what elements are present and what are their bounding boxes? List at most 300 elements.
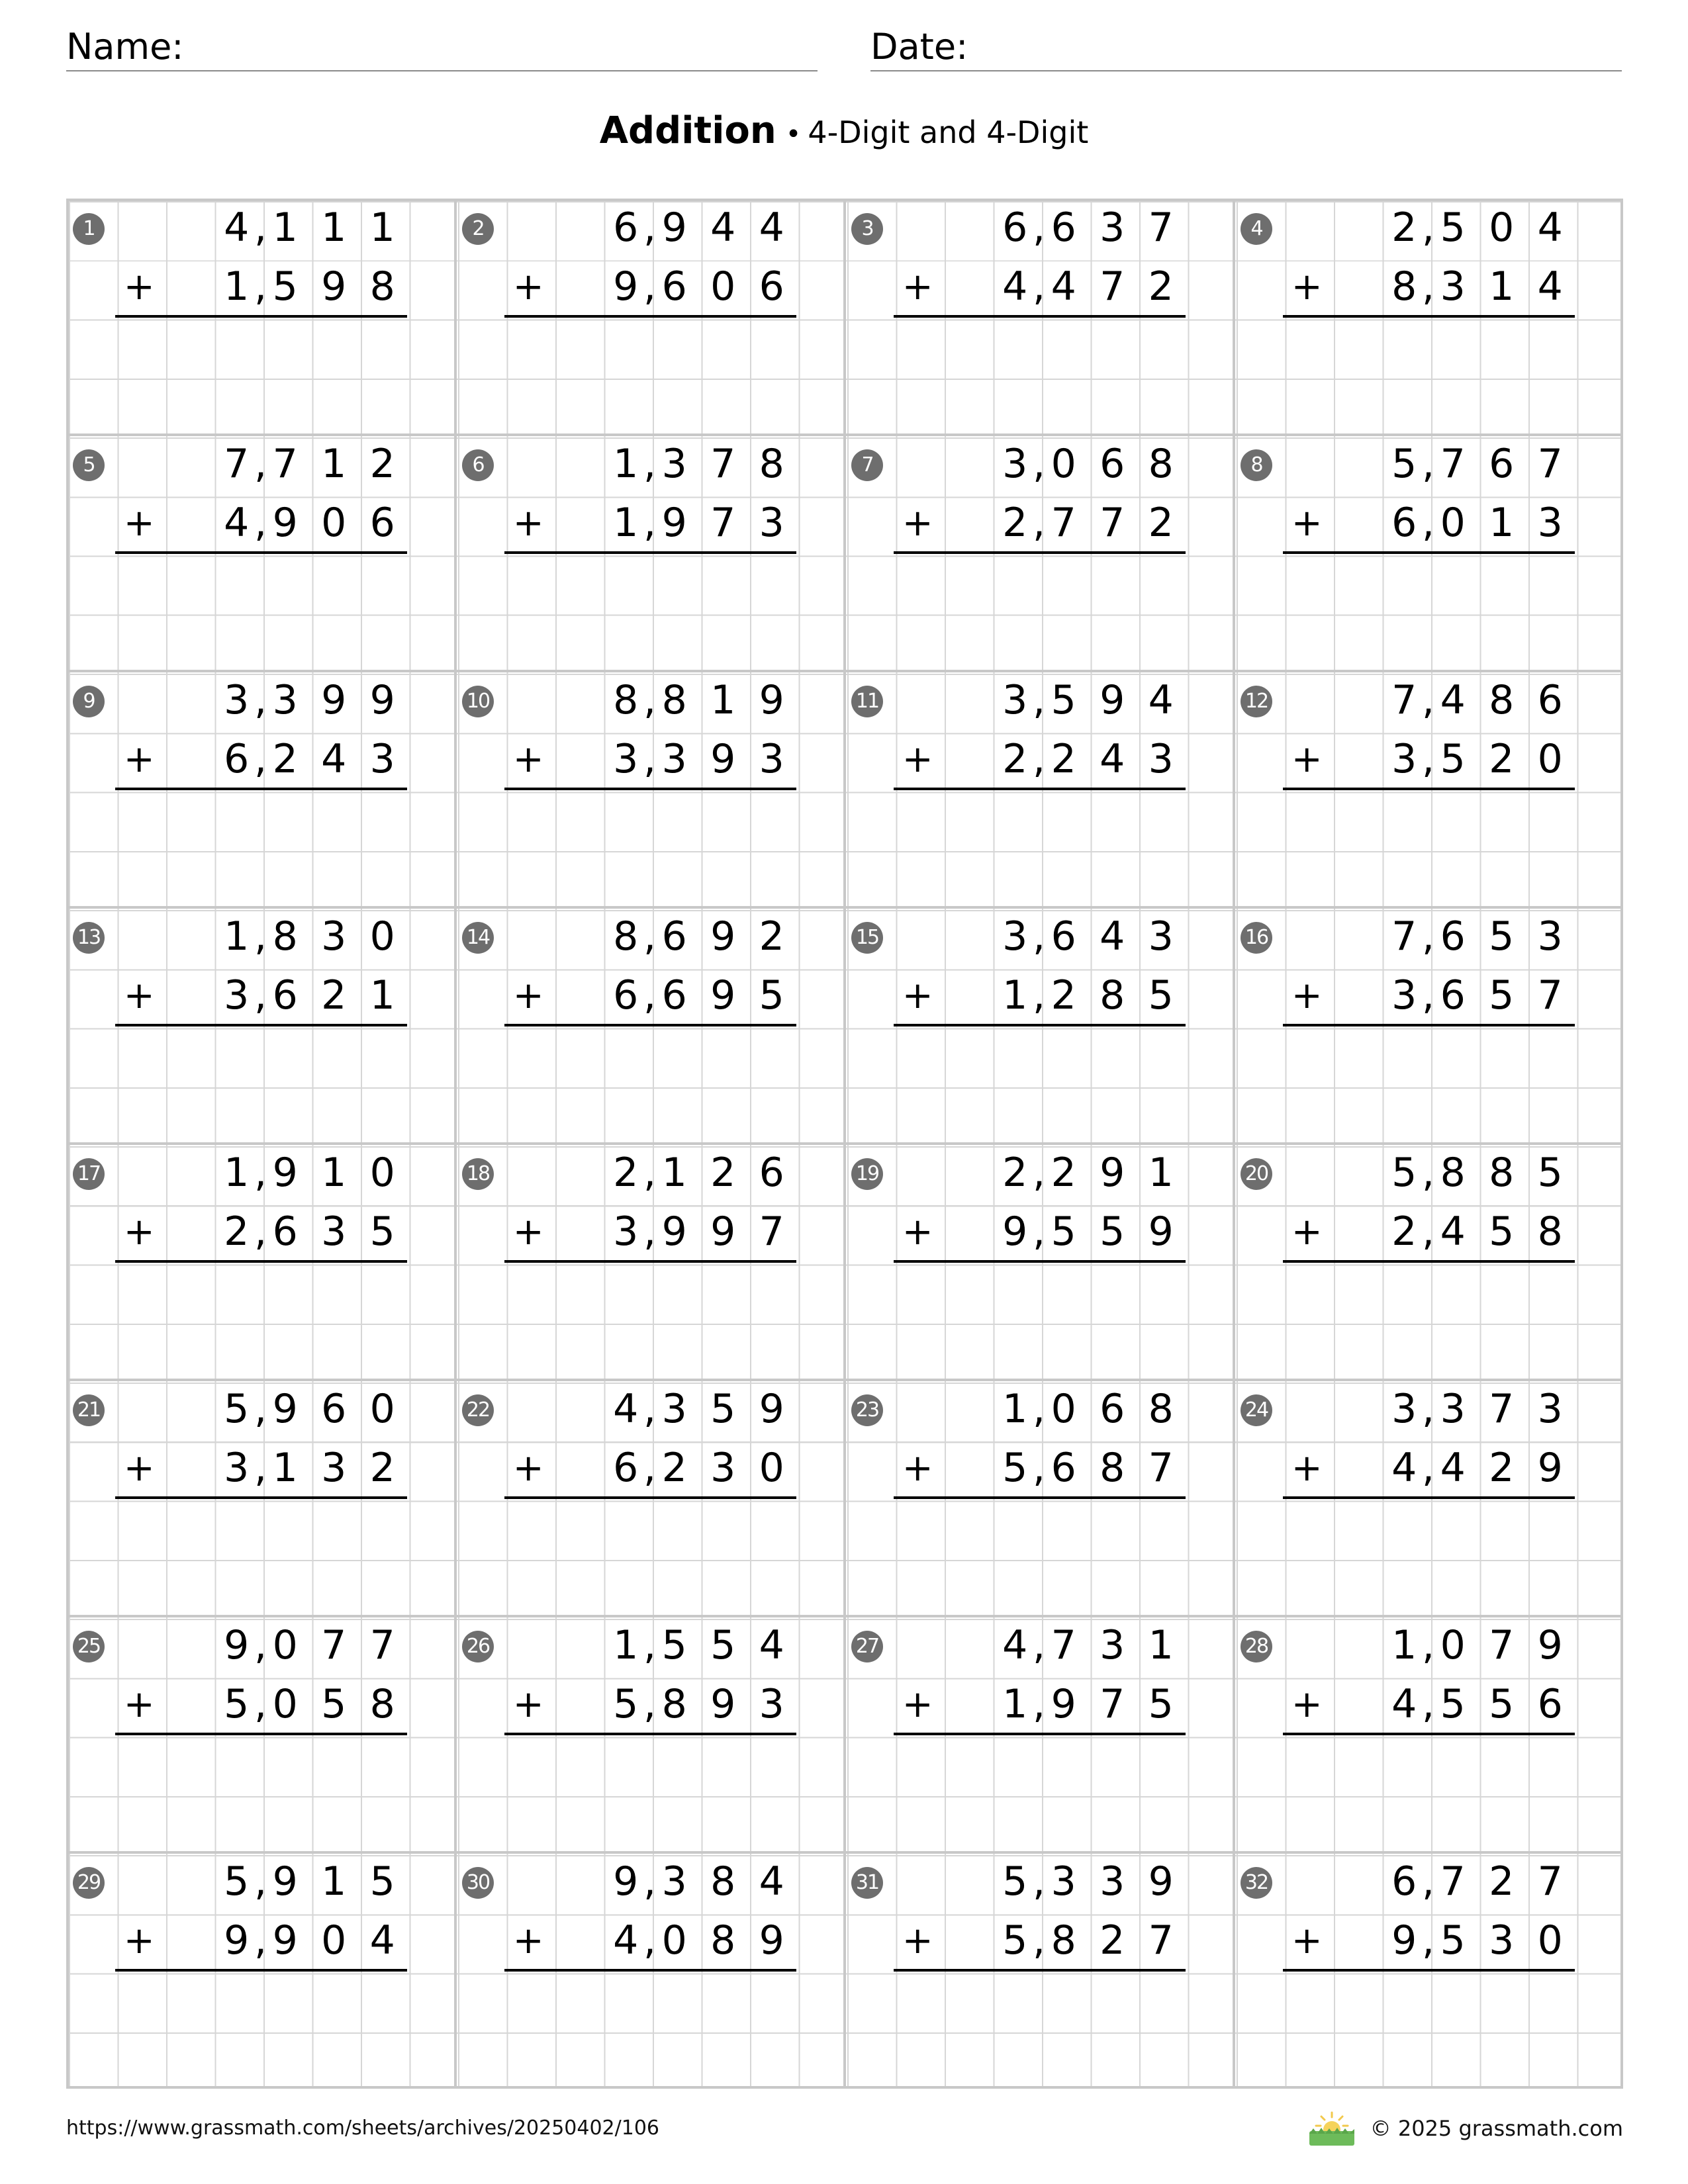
digit: 2 [1002, 1150, 1028, 1196]
answer-space[interactable] [1283, 319, 1575, 432]
answer-line [894, 1496, 1186, 1499]
digit: 4 [710, 205, 736, 251]
digit: 1 [321, 1150, 347, 1196]
answer-space[interactable] [504, 1737, 796, 1849]
addend-bottom [991, 730, 1186, 789]
addend-bottom [991, 257, 1186, 316]
addend-bottom [602, 1439, 796, 1498]
addend-bottom [212, 257, 407, 316]
digit: 4 [1537, 263, 1563, 310]
problem-7[interactable] [845, 435, 1234, 671]
digit: 4 [613, 1386, 639, 1432]
thousands-separator: , [1032, 736, 1046, 783]
digit: 3 [1100, 205, 1125, 251]
digit: 5 [1489, 972, 1515, 1019]
digit: 9 [759, 1386, 784, 1432]
thousands-separator: , [254, 1917, 267, 1964]
digit: 5 [1391, 441, 1417, 487]
problem-2[interactable] [455, 199, 845, 435]
digit: 3 [1148, 736, 1174, 783]
problem-31[interactable] [845, 1852, 1234, 2089]
digit: 3 [1391, 972, 1417, 1019]
digit: 1 [1002, 972, 1028, 1019]
answer-space[interactable] [1283, 1737, 1575, 1849]
footer-brand [1305, 2110, 1623, 2147]
digit: 6 [1051, 205, 1076, 251]
answer-space[interactable] [504, 1500, 796, 1613]
digit: 3 [661, 1858, 687, 1905]
problem-number-badge: 12 [1241, 686, 1272, 717]
answer-space[interactable] [1283, 792, 1575, 904]
plus-sign: + [512, 1447, 544, 1490]
addend-bottom [602, 1203, 796, 1261]
thousands-separator: , [643, 441, 657, 487]
problem-27[interactable] [845, 1616, 1234, 1852]
digit: 9 [272, 1150, 298, 1196]
digit: 0 [1489, 205, 1515, 251]
digit: 4 [1100, 913, 1125, 960]
problem-12[interactable] [1234, 671, 1623, 907]
digit: 6 [1489, 441, 1515, 487]
digit: 5 [1537, 1150, 1563, 1196]
digit: 8 [613, 677, 639, 723]
plus-sign: + [902, 1447, 933, 1490]
date-field[interactable] [870, 24, 1622, 71]
answer-space[interactable] [115, 1973, 407, 2085]
digit: 7 [224, 441, 250, 487]
problem-21[interactable] [66, 1380, 455, 1616]
problem-11[interactable] [845, 671, 1234, 907]
digit: 6 [1100, 1386, 1125, 1432]
digit: 5 [369, 1208, 395, 1255]
problem-30[interactable] [455, 1852, 845, 2089]
addend-top [1380, 1144, 1575, 1203]
addend-bottom [1380, 257, 1575, 316]
problem-number-badge: 28 [1241, 1631, 1272, 1662]
digit: 8 [1051, 1917, 1076, 1964]
thousands-separator: , [1421, 1386, 1435, 1432]
plus-sign: + [902, 265, 933, 309]
answer-line [115, 551, 407, 554]
digit: 9 [661, 1208, 687, 1255]
answer-space[interactable] [115, 1737, 407, 1849]
title-separator: • [785, 119, 802, 150]
digit: 6 [1537, 677, 1563, 723]
addend-top [991, 1144, 1186, 1203]
thousands-separator: , [643, 913, 657, 960]
problem-number-badge: 25 [73, 1631, 105, 1662]
digit: 3 [1391, 1386, 1417, 1432]
digit: 5 [272, 263, 298, 310]
plus-sign: + [512, 1210, 544, 1254]
plus-sign: + [512, 1919, 544, 1963]
answer-space[interactable] [894, 1737, 1186, 1849]
digit: 5 [224, 1386, 250, 1432]
plus-sign: + [902, 974, 933, 1018]
digit: 2 [272, 736, 298, 783]
problem-6[interactable] [455, 435, 845, 671]
digit: 3 [1537, 913, 1563, 960]
digit: 7 [1489, 1386, 1515, 1432]
addend-bottom [602, 966, 796, 1025]
plus-sign: + [902, 1683, 933, 1727]
problem-number-badge: 29 [73, 1867, 105, 1899]
digit: 0 [661, 1917, 687, 1964]
digit: 5 [1440, 1681, 1466, 1728]
plus-sign: + [123, 738, 155, 782]
answer-space[interactable] [115, 555, 407, 668]
answer-line [894, 1260, 1186, 1263]
digit: 9 [710, 972, 736, 1019]
digit: 9 [272, 1858, 298, 1905]
answer-space[interactable] [894, 792, 1186, 904]
answer-space[interactable] [115, 1028, 407, 1140]
digit: 9 [759, 677, 784, 723]
answer-space[interactable] [504, 792, 796, 904]
addend-top [1380, 671, 1575, 730]
problem-26[interactable] [455, 1616, 845, 1852]
digit: 7 [1100, 500, 1125, 547]
addend-top [1380, 1380, 1575, 1439]
problem-8[interactable] [1234, 435, 1623, 671]
answer-space[interactable] [504, 319, 796, 432]
answer-space[interactable] [894, 1500, 1186, 1613]
digit: 9 [710, 1208, 736, 1255]
answer-space[interactable] [1283, 1028, 1575, 1140]
digit: 7 [1051, 1622, 1076, 1668]
problem-22[interactable] [455, 1380, 845, 1616]
answer-space[interactable] [894, 1264, 1186, 1377]
problem-16[interactable] [1234, 907, 1623, 1144]
plus-sign: + [123, 1210, 155, 1254]
answer-space[interactable] [115, 1264, 407, 1377]
addend-top [991, 199, 1186, 257]
digit: 8 [369, 1681, 395, 1728]
digit: 9 [1100, 1150, 1125, 1196]
digit: 3 [1002, 677, 1028, 723]
answer-line [504, 788, 796, 790]
thousands-separator: , [1421, 913, 1435, 960]
plus-sign: + [1291, 1919, 1323, 1963]
digit: 1 [1002, 1386, 1028, 1432]
problem-number-badge: 24 [1241, 1394, 1272, 1426]
digit: 1 [369, 205, 395, 251]
answer-line [1283, 788, 1575, 790]
addend-top [1380, 435, 1575, 494]
digit: 3 [1391, 736, 1417, 783]
problem-number-badge: 27 [851, 1631, 883, 1662]
thousands-separator: , [643, 205, 657, 251]
digit: 2 [1051, 972, 1076, 1019]
problem-20[interactable] [1234, 1144, 1623, 1380]
digit: 5 [369, 1858, 395, 1905]
plus-sign: + [512, 1683, 544, 1727]
answer-space[interactable] [115, 792, 407, 904]
answer-line [115, 315, 407, 318]
plus-sign: + [123, 1447, 155, 1490]
digit: 1 [321, 1858, 347, 1905]
digit: 4 [1537, 205, 1563, 251]
digit: 6 [272, 1208, 298, 1255]
digit: 5 [710, 1622, 736, 1668]
digit: 8 [661, 1681, 687, 1728]
thousands-separator: , [254, 736, 267, 783]
thousands-separator: , [1032, 1208, 1046, 1255]
digit: 7 [1489, 1622, 1515, 1668]
problem-1[interactable] [66, 199, 455, 435]
answer-line [1283, 1969, 1575, 1972]
digit: 4 [224, 500, 250, 547]
digit: 5 [1051, 1208, 1076, 1255]
digit: 0 [321, 1917, 347, 1964]
addend-top [602, 1380, 796, 1439]
answer-line [894, 1733, 1186, 1735]
digit: 7 [321, 1622, 347, 1668]
date-label: Date: [870, 26, 968, 68]
digit: 4 [224, 205, 250, 251]
plus-sign: + [1291, 1447, 1323, 1490]
answer-space[interactable] [115, 319, 407, 432]
digit: 2 [1489, 1445, 1515, 1492]
digit: 1 [224, 913, 250, 960]
digit: 2 [1051, 1150, 1076, 1196]
digit: 3 [1537, 1386, 1563, 1432]
problem-28[interactable] [1234, 1616, 1623, 1852]
answer-space[interactable] [894, 1028, 1186, 1140]
digit: 0 [759, 1445, 784, 1492]
addend-bottom [991, 966, 1186, 1025]
digit: 1 [321, 205, 347, 251]
addend-top [1380, 1616, 1575, 1675]
digit: 0 [1440, 1622, 1466, 1668]
digit: 4 [613, 1917, 639, 1964]
digit: 1 [224, 1150, 250, 1196]
digit: 1 [1489, 263, 1515, 310]
answer-line [894, 1024, 1186, 1026]
digit: 5 [1148, 1681, 1174, 1728]
addend-bottom [1380, 494, 1575, 553]
addend-top [1380, 1852, 1575, 1911]
digit: 7 [710, 441, 736, 487]
digit: 4 [1391, 1445, 1417, 1492]
answer-line [1283, 1024, 1575, 1026]
digit: 1 [224, 263, 250, 310]
digit: 2 [369, 1445, 395, 1492]
digit: 5 [1440, 736, 1466, 783]
addend-bottom [991, 494, 1186, 553]
thousands-separator: , [643, 677, 657, 723]
addend-top [602, 435, 796, 494]
thousands-separator: , [643, 500, 657, 547]
problem-32[interactable] [1234, 1852, 1623, 2089]
problem-19[interactable] [845, 1144, 1234, 1380]
problem-3[interactable] [845, 199, 1234, 435]
problem-4[interactable] [1234, 199, 1623, 435]
digit: 2 [1391, 205, 1417, 251]
digit: 1 [321, 441, 347, 487]
digit: 6 [369, 500, 395, 547]
digit: 0 [1051, 441, 1076, 487]
answer-space[interactable] [504, 1973, 796, 2085]
plus-sign: + [902, 1210, 933, 1254]
digit: 3 [1002, 441, 1028, 487]
problem-9[interactable] [66, 671, 455, 907]
digit: 3 [224, 972, 250, 1019]
problem-18[interactable] [455, 1144, 845, 1380]
answer-space[interactable] [504, 1264, 796, 1377]
digit: 3 [661, 736, 687, 783]
digit: 7 [1148, 1445, 1174, 1492]
problem-5[interactable] [66, 435, 455, 671]
digit: 4 [1148, 677, 1174, 723]
digit: 4 [759, 1622, 784, 1668]
digit: 6 [1440, 913, 1466, 960]
problem-number-badge: 19 [851, 1158, 883, 1190]
thousands-separator: , [1421, 1917, 1435, 1964]
answer-space[interactable] [1283, 1264, 1575, 1377]
digit: 5 [1440, 205, 1466, 251]
addend-bottom [991, 1203, 1186, 1261]
digit: 2 [1051, 736, 1076, 783]
answer-space[interactable] [894, 555, 1186, 668]
problem-25[interactable] [66, 1616, 455, 1852]
digit: 0 [321, 500, 347, 547]
digit: 6 [661, 263, 687, 310]
thousands-separator: , [254, 263, 267, 310]
addend-bottom [212, 1203, 407, 1261]
digit: 9 [272, 500, 298, 547]
digit: 8 [1100, 972, 1125, 1019]
addend-top [991, 435, 1186, 494]
digit: 7 [759, 1208, 784, 1255]
digit: 4 [1391, 1681, 1417, 1728]
digit: 6 [1391, 1858, 1417, 1905]
digit: 5 [1148, 972, 1174, 1019]
digit: 4 [1440, 1445, 1466, 1492]
problem-grid [66, 199, 1623, 2089]
problem-15[interactable] [845, 907, 1234, 1144]
addend-bottom [602, 730, 796, 789]
name-label: Name: [66, 26, 184, 68]
digit: 5 [224, 1681, 250, 1728]
addend-top [602, 907, 796, 966]
digit: 6 [661, 913, 687, 960]
digit: 6 [1391, 500, 1417, 547]
problem-number-badge: 23 [851, 1394, 883, 1426]
answer-space[interactable] [504, 1028, 796, 1140]
answer-space[interactable] [894, 319, 1186, 432]
problem-13[interactable] [66, 907, 455, 1144]
answer-space[interactable] [1283, 1973, 1575, 2085]
addend-bottom [212, 1439, 407, 1498]
addend-top [212, 1852, 407, 1911]
answer-space[interactable] [115, 1500, 407, 1613]
problem-17[interactable] [66, 1144, 455, 1380]
digit: 5 [224, 1858, 250, 1905]
answer-line [115, 1496, 407, 1499]
answer-line [894, 315, 1186, 318]
digit: 7 [1440, 441, 1466, 487]
addend-top [602, 671, 796, 730]
thousands-separator: , [643, 736, 657, 783]
digit: 7 [1537, 1858, 1563, 1905]
answer-space[interactable] [1283, 1500, 1575, 1613]
digit: 8 [1489, 677, 1515, 723]
addend-top [991, 1380, 1186, 1439]
thousands-separator: , [1421, 677, 1435, 723]
digit: 7 [1537, 441, 1563, 487]
plus-sign: + [512, 502, 544, 545]
digit: 3 [1002, 913, 1028, 960]
thousands-separator: , [254, 1386, 267, 1432]
thousands-separator: , [1032, 1917, 1046, 1964]
problem-23[interactable] [845, 1380, 1234, 1616]
addend-top [602, 1616, 796, 1675]
digit: 2 [1148, 500, 1174, 547]
problem-10[interactable] [455, 671, 845, 907]
thousands-separator: , [254, 913, 267, 960]
digit: 1 [1489, 500, 1515, 547]
digit: 9 [661, 500, 687, 547]
digit: 4 [1100, 736, 1125, 783]
thousands-separator: , [1032, 1445, 1046, 1492]
digit: 3 [710, 1445, 736, 1492]
problem-number-badge: 14 [462, 922, 494, 954]
problem-number-badge: 18 [462, 1158, 494, 1190]
digit: 9 [1537, 1622, 1563, 1668]
answer-space[interactable] [894, 1973, 1186, 2085]
problem-number-badge: 4 [1241, 213, 1272, 245]
thousands-separator: , [643, 1622, 657, 1668]
addend-bottom [1380, 730, 1575, 789]
addend-bottom [602, 1675, 796, 1734]
addend-top [212, 1616, 407, 1675]
digit: 9 [613, 263, 639, 310]
digit: 1 [272, 205, 298, 251]
digit: 3 [613, 736, 639, 783]
answer-line [115, 1733, 407, 1735]
digit: 4 [1051, 263, 1076, 310]
digit: 5 [661, 1622, 687, 1668]
name-field[interactable] [66, 24, 818, 71]
digit: 5 [1489, 1208, 1515, 1255]
problem-29[interactable] [66, 1852, 455, 2089]
thousands-separator: , [1032, 1150, 1046, 1196]
digit: 9 [272, 1917, 298, 1964]
problem-24[interactable] [1234, 1380, 1623, 1616]
digit: 3 [1100, 1858, 1125, 1905]
thousands-separator: , [643, 1150, 657, 1196]
addend-bottom [1380, 1203, 1575, 1261]
digit: 3 [1440, 263, 1466, 310]
plus-sign: + [1291, 974, 1323, 1018]
digit: 6 [759, 263, 784, 310]
problem-number-badge: 6 [462, 449, 494, 481]
digit: 2 [224, 1208, 250, 1255]
digit: 0 [369, 1386, 395, 1432]
digit: 8 [1537, 1208, 1563, 1255]
thousands-separator: , [1032, 441, 1046, 487]
digit: 1 [613, 1622, 639, 1668]
digit: 2 [1391, 1208, 1417, 1255]
answer-space[interactable] [1283, 555, 1575, 668]
digit: 3 [272, 677, 298, 723]
answer-space[interactable] [504, 555, 796, 668]
problem-14[interactable] [455, 907, 845, 1144]
problem-number-badge: 20 [1241, 1158, 1272, 1190]
digit: 4 [1440, 1208, 1466, 1255]
thousands-separator: , [643, 263, 657, 310]
